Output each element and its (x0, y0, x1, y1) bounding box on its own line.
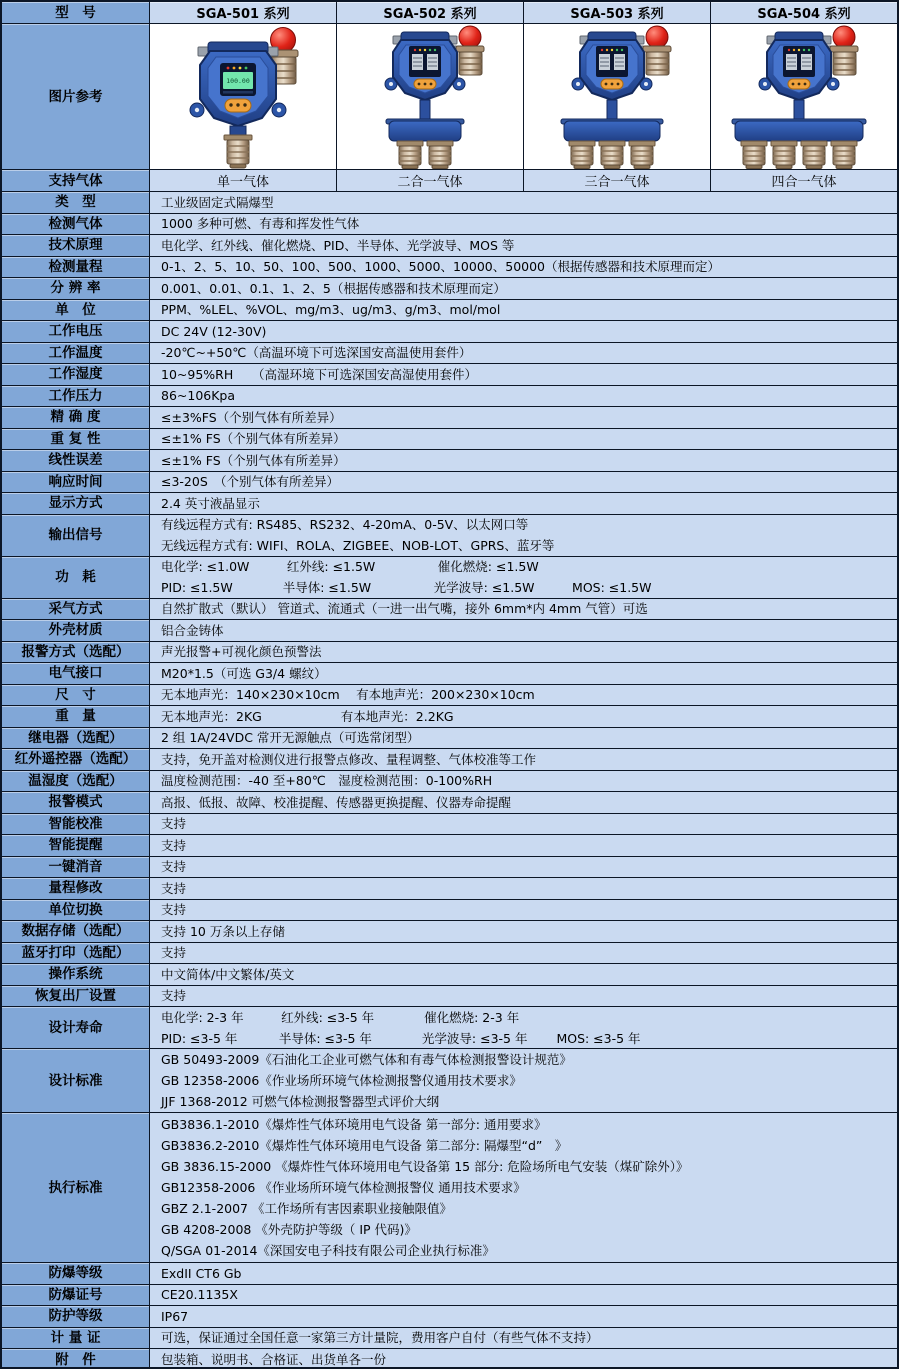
spec-value-line: 支持，免开盖对检测仪进行报警点修改、量程调整、气体校准等工作 (161, 751, 537, 767)
detector-illustration-quad (711, 25, 897, 169)
spec-value (150, 878, 897, 899)
spec-value-line: 有线远程方式有: RS485、RS232、4-20mA、0-5V、以太网口等 (161, 517, 529, 532)
spec-label: 电气接口 (2, 663, 150, 684)
spec-rows (2, 192, 897, 1369)
spec-row (2, 515, 897, 557)
spec-value-line: GBZ 2.1-2007 《工作场所有害因素职业接触限值》 (161, 1201, 452, 1216)
spec-value-line: 86~106Kpa (161, 388, 236, 404)
spec-value-line: 铝合金铸体 (161, 622, 224, 638)
spec-value-line: GB3836.1-2010《爆炸性气体环境用电气设备 第一部分: 通用要求》 (161, 1117, 547, 1132)
spec-label: 温湿度（选配） (2, 771, 150, 792)
header-row (2, 2, 897, 24)
spec-value (150, 900, 897, 921)
spec-value-line: 2 组 1A/24VDC 常开无源触点（可选常闭型） (161, 730, 420, 746)
product-photo-sga-504 (710, 24, 897, 169)
spec-label: 附 件 (2, 1349, 150, 1369)
spec-value (150, 964, 897, 985)
spec-value (150, 1306, 897, 1327)
spec-row (2, 214, 897, 236)
spec-row (2, 814, 897, 836)
spec-label: 智能校准 (2, 814, 150, 835)
spec-value (150, 728, 897, 749)
spec-value-line: 支持 (161, 902, 187, 918)
spec-value-line: ≤3-20S （个别气体有所差异） (161, 474, 340, 490)
spec-row (2, 364, 897, 386)
detector-illustration-triple (524, 25, 710, 169)
spec-label: 精 确 度 (2, 407, 150, 428)
spec-row (2, 943, 897, 965)
spec-value (150, 1263, 897, 1284)
spec-value (150, 407, 897, 428)
spec-label: 防爆等级 (2, 1263, 150, 1284)
spec-value-line: Q/SGA 01-2014《深国安电子科技有限公司企业执行标准》 (161, 1243, 495, 1258)
spec-label: 检测气体 (2, 214, 150, 235)
spec-label: 恢复出厂设置 (2, 986, 150, 1007)
spec-value-line: 无本地声光：2KG 有本地声光：2.2KG (161, 708, 454, 724)
spec-value (150, 1113, 897, 1262)
spec-value-line: 2.4 英寸液晶显示 (161, 495, 260, 511)
spec-label: 线性误差 (2, 450, 150, 471)
spec-value (150, 943, 897, 964)
spec-value-line: JJF 1368-2012 可燃气体检测报警器型式评价大纲 (161, 1094, 440, 1109)
spec-label: 报警模式 (2, 792, 150, 813)
spec-value (150, 472, 897, 493)
spec-value-line: 无本地声光：140×230×10cm 有本地声光：200×230×10cm (161, 687, 535, 703)
model-header-sga-504: SGA-504 系列 (710, 2, 897, 23)
spec-label: 技术原理 (2, 235, 150, 256)
spec-row (2, 1113, 897, 1263)
spec-label: 外壳材质 (2, 620, 150, 641)
spec-label: 执行标准 (2, 1113, 150, 1262)
spec-row (2, 599, 897, 621)
manifold-block (564, 121, 660, 141)
spec-row (2, 685, 897, 707)
spec-label: 工作压力 (2, 386, 150, 407)
spec-value (150, 257, 897, 278)
spec-value-line: GB3836.2-2010《爆炸性气体环境用电气设备 第二部分: 隔爆型“d” 》 (161, 1138, 568, 1153)
spec-row (2, 278, 897, 300)
detector-body-template (759, 26, 858, 121)
spec-value (150, 386, 897, 407)
spec-row (2, 964, 897, 986)
spec-value (150, 620, 897, 641)
spec-row (2, 407, 897, 429)
spec-label: 一键消音 (2, 857, 150, 878)
spec-row (2, 620, 897, 642)
spec-value (150, 771, 897, 792)
spec-label: 报警方式（选配） (2, 642, 150, 663)
model-header-sga-501: SGA-501 系列 (150, 2, 336, 23)
spec-label: 响应时间 (2, 472, 150, 493)
spec-row (2, 878, 897, 900)
spec-label: 单 位 (2, 300, 150, 321)
gas-cell-sga-503: 三合一气体 (523, 170, 710, 191)
spec-value (150, 921, 897, 942)
spec-label: 尺 寸 (2, 685, 150, 706)
spec-label: 操作系统 (2, 964, 150, 985)
spec-value (150, 1349, 897, 1369)
spec-value (150, 1285, 897, 1306)
spec-label: 检测量程 (2, 257, 150, 278)
spec-value-line: 1000 多种可燃、有毒和挥发性气体 (161, 216, 360, 232)
spec-value-line: 无线远程方式有: WIFI、ROLA、ZIGBEE、NOB-LOT、GPRS、蓝牙等 (161, 538, 555, 553)
spec-value-line: M20*1.5（可选 G3/4 螺纹） (161, 665, 327, 681)
spec-label: 继电器（选配） (2, 728, 150, 749)
spec-value-line: 电化学: 2-3 年 红外线: ≤3-5 年 催化燃烧: 2-3 年 (161, 1009, 520, 1025)
spec-value-line: 工业级固定式隔爆型 (161, 194, 274, 210)
spec-value (150, 685, 897, 706)
spec-value (150, 599, 897, 620)
spec-value (150, 792, 897, 813)
spec-row (2, 1328, 897, 1350)
spec-row (2, 728, 897, 750)
product-photo-sga-502 (336, 24, 523, 169)
spec-label: 计 量 证 (2, 1328, 150, 1349)
spec-value-line: 支持 (161, 837, 187, 853)
spec-row (2, 663, 897, 685)
spec-label: 设计寿命 (2, 1007, 150, 1048)
gas-row (2, 170, 897, 192)
spec-value (150, 986, 897, 1007)
spec-row (2, 493, 897, 515)
manifold-block (389, 121, 461, 141)
spec-value-line: -20℃~+50℃（高温环境下可选深国安高温使用套件） (161, 345, 472, 361)
spec-value-line: ≤±1% FS（个别气体有所差异） (161, 452, 346, 468)
spec-value (150, 343, 897, 364)
spec-label: 设计标准 (2, 1049, 150, 1112)
spec-value-line: IP67 (161, 1308, 189, 1324)
spec-row (2, 257, 897, 279)
image-row (2, 24, 897, 170)
spec-label: 类 型 (2, 192, 150, 213)
spec-value (150, 278, 897, 299)
gas-cell-sga-501: 单一气体 (150, 170, 336, 191)
spec-label: 工作湿度 (2, 364, 150, 385)
spec-value (150, 1007, 897, 1048)
spec-row (2, 1263, 897, 1285)
detector-body-template (572, 26, 671, 121)
spec-row (2, 921, 897, 943)
spec-value-line: DC 24V (12-30V) (161, 323, 267, 339)
spec-row (2, 771, 897, 793)
manifold-block (735, 121, 863, 141)
spec-label: 量程修改 (2, 878, 150, 899)
spec-value-line: 0.001、0.01、0.1、1、2、5（根据传感器和技术原理而定） (161, 280, 506, 296)
screen-reading: 100.00 (226, 76, 250, 85)
spec-row (2, 472, 897, 494)
spec-value (150, 557, 897, 598)
spec-value-line: ≤±3%FS（个别气体有所差异） (161, 409, 342, 425)
spec-value-line: CE20.1135X (161, 1287, 238, 1303)
spec-label: 工作温度 (2, 343, 150, 364)
spec-label: 蓝牙打印（选配） (2, 943, 150, 964)
spec-value (150, 835, 897, 856)
spec-value (150, 192, 897, 213)
spec-value-line: 0-1、2、5、10、50、100、500、1000、5000、10000、50000（根据传感器和技术原理而定） (161, 259, 721, 275)
spec-value-line: 包装箱、说明书、合格证、出货单各一份 (161, 1352, 387, 1368)
spec-row (2, 792, 897, 814)
spec-row (2, 557, 897, 599)
spec-row (2, 642, 897, 664)
spec-row (2, 343, 897, 365)
spec-row (2, 706, 897, 728)
spec-value-line: GB 3836.15-2000 《爆炸性气体环境用电气设备第 15 部分: 危险场所电气安装（煤矿除外）》 (161, 1159, 689, 1174)
sensor-array (569, 141, 655, 169)
model-header-sga-502: SGA-502 系列 (336, 2, 523, 23)
spec-value-line: 电化学: ≤1.0W 红外线: ≤1.5W 催化燃烧: ≤1.5W (161, 559, 539, 574)
spec-value (150, 364, 897, 385)
detector-illustration-dual (337, 25, 523, 169)
spec-value-line: GB 12358-2006《作业场所环境气体检测报警仪通用技术要求》 (161, 1073, 522, 1088)
spec-row (2, 386, 897, 408)
spec-row (2, 235, 897, 257)
spec-value (150, 214, 897, 235)
spec-value-line: 温度检测范围：-40 至+80℃ 湿度检测范围：0-100%RH (161, 773, 493, 789)
spec-label: 工作电压 (2, 321, 150, 342)
spec-value (150, 1049, 897, 1112)
spec-row (2, 1049, 897, 1113)
spec-value-line: 声光报警+可视化颜色预警法 (161, 644, 322, 660)
spec-row (2, 1007, 897, 1049)
spec-value-line: 支持 (161, 880, 187, 896)
spec-value (150, 663, 897, 684)
spec-value (150, 814, 897, 835)
spec-value-line: 10~95%RH （高湿环境下可选深国安高湿使用套件） (161, 366, 477, 382)
spec-label: 数据存储（选配） (2, 921, 150, 942)
spec-row (2, 1306, 897, 1328)
spec-label: 红外遥控器（选配） (2, 749, 150, 770)
spec-label: 单位切换 (2, 900, 150, 921)
detector-illustration-single (150, 25, 336, 169)
row-label-gases: 支持气体 (2, 170, 150, 191)
spec-label: 功 耗 (2, 557, 150, 598)
gas-cell-sga-504: 四合一气体 (710, 170, 897, 191)
spec-value-line: 中文简体/中文繁体/英文 (161, 966, 295, 982)
spec-row (2, 986, 897, 1008)
spec-row (2, 321, 897, 343)
spec-value-line: PID: ≤1.5W 半导体: ≤1.5W 光学波导: ≤1.5W MOS: ≤1.5W (161, 580, 652, 595)
spec-label: 输出信号 (2, 515, 150, 556)
spec-row (2, 749, 897, 771)
spec-row (2, 835, 897, 857)
spec-label: 重 复 性 (2, 429, 150, 450)
spec-value (150, 493, 897, 514)
spec-row (2, 429, 897, 451)
spec-label: 分 辨 率 (2, 278, 150, 299)
spec-row (2, 450, 897, 472)
spec-label: 防护等级 (2, 1306, 150, 1327)
spec-value-line: ≤±1% FS（个别气体有所差异） (161, 431, 346, 447)
spec-value (150, 450, 897, 471)
spec-label: 采气方式 (2, 599, 150, 620)
row-label-model: 型 号 (2, 2, 150, 23)
detector-body-template (385, 26, 484, 121)
spec-row (2, 1349, 897, 1369)
spec-value-line: ExdII CT6 Gb (161, 1265, 242, 1281)
spec-value-line: 支持 (161, 988, 187, 1004)
spec-value (150, 235, 897, 256)
spec-value-line: PPM、%LEL、%VOL、mg/m3、ug/m3、g/m3、mol/mol (161, 302, 501, 318)
spec-value (150, 857, 897, 878)
spec-label: 防爆证号 (2, 1285, 150, 1306)
spec-value (150, 515, 897, 556)
spec-row (2, 300, 897, 322)
spec-value (150, 706, 897, 727)
spec-value-line: 可选，保证通过全国任意一家第三方计量院，费用客户自付（有些气体不支持） (161, 1330, 599, 1346)
spec-value-line: PID: ≤3-5 年 半导体: ≤3-5 年 光学波导: ≤3-5 年 MOS: ≤3-5 年 (161, 1030, 641, 1046)
spec-value-line: 高报、低报、故障、校准提醒、传感器更换提醒、仪器寿命提醒 (161, 794, 512, 810)
spec-label: 显示方式 (2, 493, 150, 514)
product-photo-sga-503 (523, 24, 710, 169)
spec-row (2, 857, 897, 879)
product-photo-sga-501 (150, 24, 336, 169)
spec-value (150, 300, 897, 321)
spec-value-line: GB 4208-2008 《外壳防护等级（ IP 代码)》 (161, 1222, 417, 1237)
spec-value-line: 支持 10 万条以上存储 (161, 923, 285, 939)
spec-value (150, 749, 897, 770)
gas-cell-sga-502: 二合一气体 (336, 170, 523, 191)
sensor-array (397, 141, 453, 169)
spec-value-line: 自然扩散式（默认） 管道式、流通式（一进一出气嘴，接外 6mm*内 4mm 气管）可选 (161, 601, 648, 617)
sensor-array (741, 141, 857, 169)
model-header-sga-503: SGA-503 系列 (523, 2, 710, 23)
spec-value (150, 642, 897, 663)
spec-value (150, 1328, 897, 1349)
row-label-images: 图片参考 (2, 24, 150, 169)
spec-label: 重 量 (2, 706, 150, 727)
spec-value-line: GB12358-2006 《作业场所环境气体检测报警仪 通用技术要求》 (161, 1180, 526, 1195)
spec-label: 智能提醒 (2, 835, 150, 856)
spec-row (2, 900, 897, 922)
spec-value (150, 321, 897, 342)
spec-value-line: 支持 (161, 816, 187, 832)
spec-value-line: 电化学、红外线、催化燃烧、PID、半导体、光学波导、MOS 等 (161, 237, 515, 253)
spec-value (150, 429, 897, 450)
spec-value-line: 支持 (161, 945, 187, 961)
spec-value-line: 支持 (161, 859, 187, 875)
spec-row (2, 1285, 897, 1307)
spec-value-line: GB 50493-2009《石油化工企业可燃气体和有毒气体检测报警设计规范》 (161, 1052, 572, 1067)
spec-row (2, 192, 897, 214)
